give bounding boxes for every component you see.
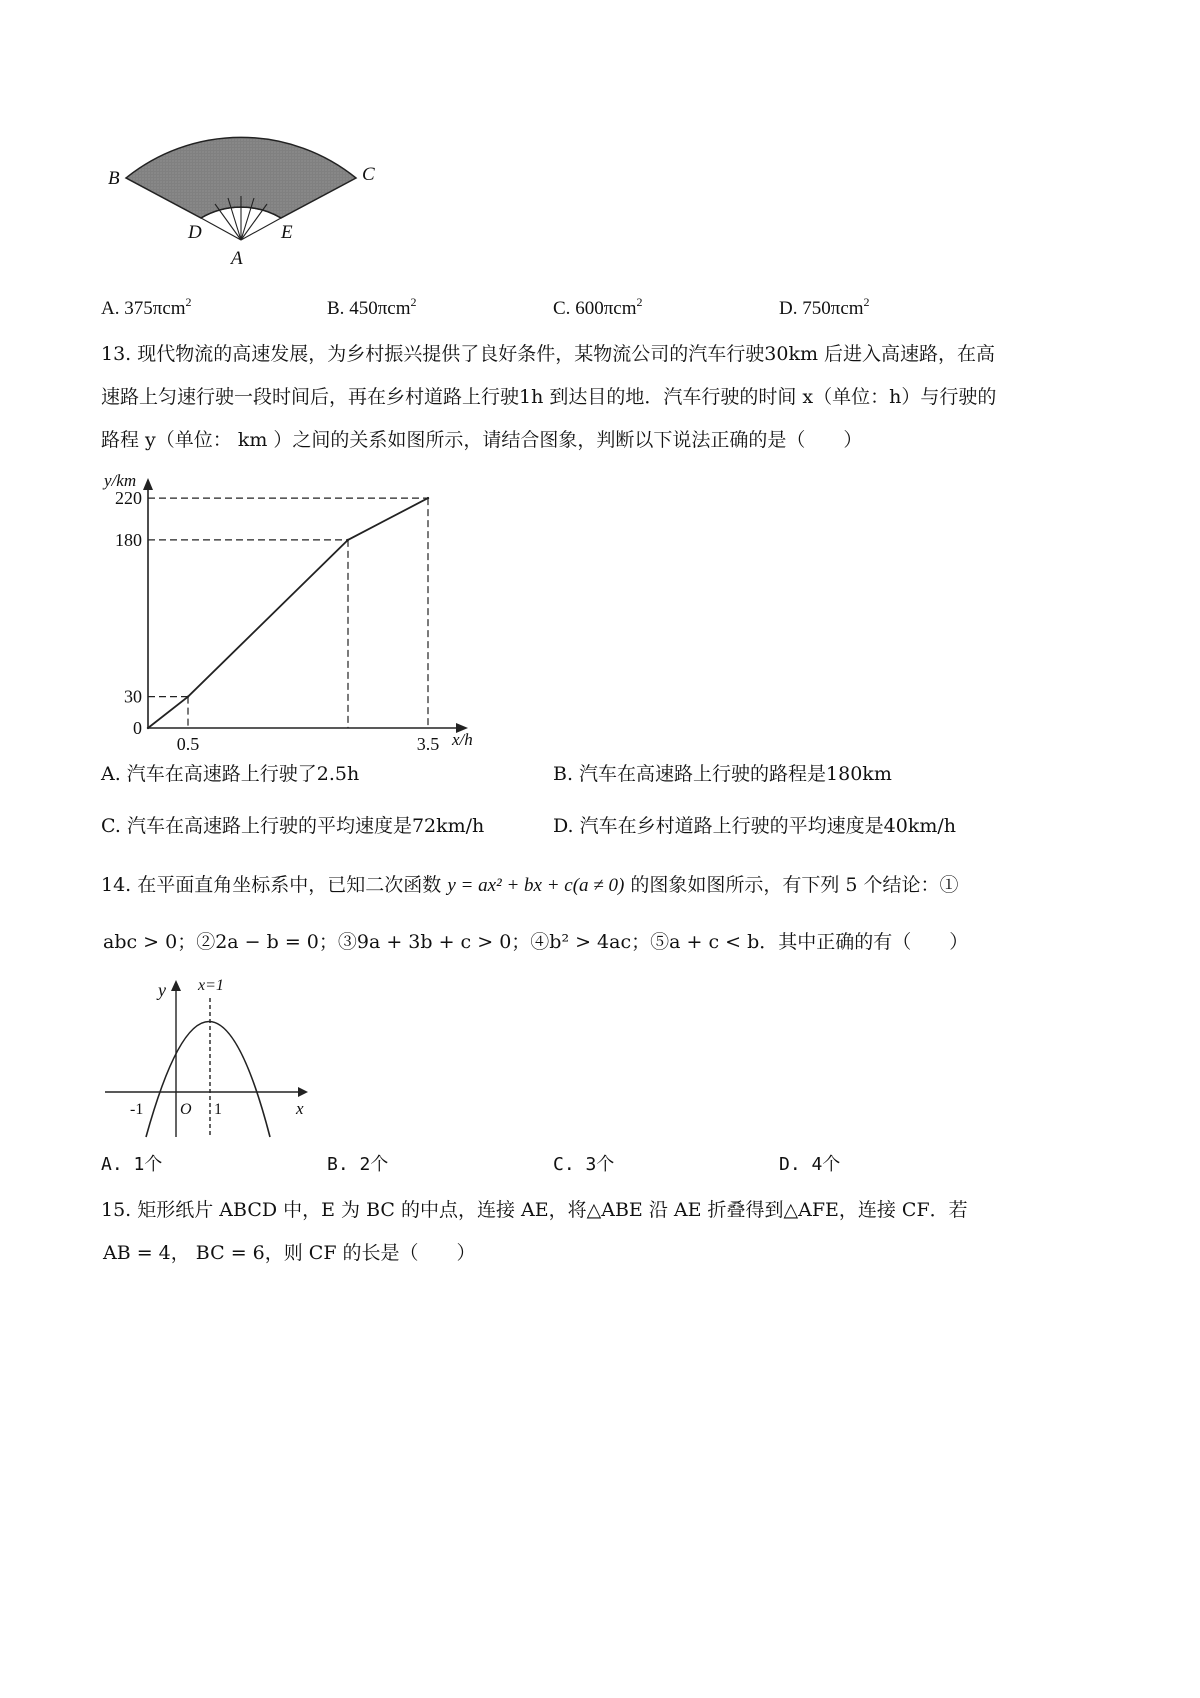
option-value: 750πcm [802, 298, 864, 319]
q15-number: 15. [101, 1199, 132, 1221]
parabola-curve [146, 1022, 270, 1138]
label-C: C [362, 164, 375, 185]
graph-m1-label: -1 [130, 1101, 144, 1118]
q14-option-b: B. 2个 [327, 1154, 389, 1175]
y-tick-label: 30 [124, 686, 142, 707]
q13-stem-line3: 路程 y（单位： km ）之间的关系如图所示，请结合图象，判断以下说法正确的是（ ） [101, 429, 863, 451]
label-B: B [108, 168, 120, 189]
label-D: D [188, 222, 202, 243]
option-sup: 2 [863, 295, 870, 309]
option-value: 600πcm [575, 298, 637, 319]
graph-x-label: x [296, 1099, 304, 1118]
q14-stem-line1 [101, 872, 959, 899]
y-axis-label: y/km [104, 471, 137, 490]
x-axis-label: x/h [452, 730, 473, 749]
q14-number: 14. [101, 874, 132, 896]
option-sup: 2 [410, 295, 417, 309]
y-tick-label: 220 [115, 488, 142, 509]
q13-option-d: D. 汽车在乡村道路上行驶的平均速度是40km/h [553, 815, 956, 837]
x-tick-label: 0.5 [176, 734, 200, 754]
graph-one-label: 1 [214, 1101, 222, 1118]
data-point [347, 539, 349, 541]
q12-option-b [327, 295, 417, 320]
q14-formula: y = ax² + bx + c(a ≠ 0) [447, 875, 625, 896]
data-point [147, 727, 149, 729]
q13-stem-line1 [101, 341, 995, 367]
q14-parabola-graph [100, 972, 320, 1142]
q14-stem-line2: abc > 0；②2a − b = 0；③9a + 3b + c > 0；④b² > 4ac；⑤a + c < b．其中正确的有（ ） [103, 931, 969, 953]
option-letter: B. [327, 298, 345, 319]
graph-y-label: y [158, 980, 166, 1000]
y-tick-label: 180 [115, 529, 142, 550]
q13-option-c: C. 汽车在高速路上行驶的平均速度是72km/h [101, 815, 485, 837]
label-E: E [281, 222, 293, 243]
x-tick-label: 3.5 [416, 734, 440, 754]
label-A: A [231, 248, 243, 269]
q15-text-1: 矩形纸片 ABCD 中，E 为 BC 的中点，连接 AE，将△ABE 沿 AE 折叠得到△AFE，连接 CF．若 [137, 1199, 968, 1221]
q14-option-a: A. 1个 [101, 1154, 163, 1175]
series-line [148, 498, 428, 728]
q14-option-d: D. 4个 [779, 1154, 841, 1175]
option-letter: D. [779, 298, 798, 319]
option-letter: A. [101, 298, 120, 319]
q12-option-d [779, 295, 870, 320]
option-value: 375πcm [124, 298, 186, 319]
option-value: 450πcm [349, 298, 411, 319]
q13-text-1: 现代物流的高速发展，为乡村振兴提供了良好条件，某物流公司的汽车行驶30km 后进入高速路，在高 [137, 343, 996, 365]
q12-option-a [101, 295, 192, 320]
y-axis-arrow [171, 980, 181, 991]
q13-stem-line2: 速路上匀速行驶一段时间后，再在乡村道路上行驶1h 到达目的地．汽车行驶的时间 x（单位：h）与行驶的 [101, 386, 997, 408]
q13-chart [100, 462, 490, 754]
q14-text-post: 的图象如图所示，有下列 5 个结论：① [630, 874, 959, 896]
q13-option-a: A. 汽车在高速路上行驶了2.5h [101, 763, 360, 785]
data-point [187, 695, 189, 697]
graph-axis-label: x=1 [198, 977, 224, 994]
data-point [427, 497, 429, 499]
q14-option-c: C. 3个 [553, 1154, 615, 1175]
option-sup: 2 [636, 295, 643, 309]
q13-number: 13. [101, 343, 132, 365]
q14-text-pre: 在平面直角坐标系中，已知二次函数 [137, 874, 442, 896]
fan-figure [100, 100, 400, 290]
y-axis-arrow [143, 478, 153, 490]
option-letter: C. [553, 298, 571, 319]
q12-option-c [553, 295, 643, 320]
q15-stem-line1 [101, 1197, 968, 1223]
graph-o-label: O [180, 1101, 192, 1118]
q15-stem-line2: AB = 4， BC = 6，则 CF 的长是（ ） [103, 1242, 476, 1264]
x-axis-arrow [298, 1087, 308, 1097]
option-sup: 2 [185, 295, 192, 309]
q13-option-b: B. 汽车在高速路上行驶的路程是180km [553, 763, 892, 785]
origin-label: 0 [133, 718, 142, 738]
